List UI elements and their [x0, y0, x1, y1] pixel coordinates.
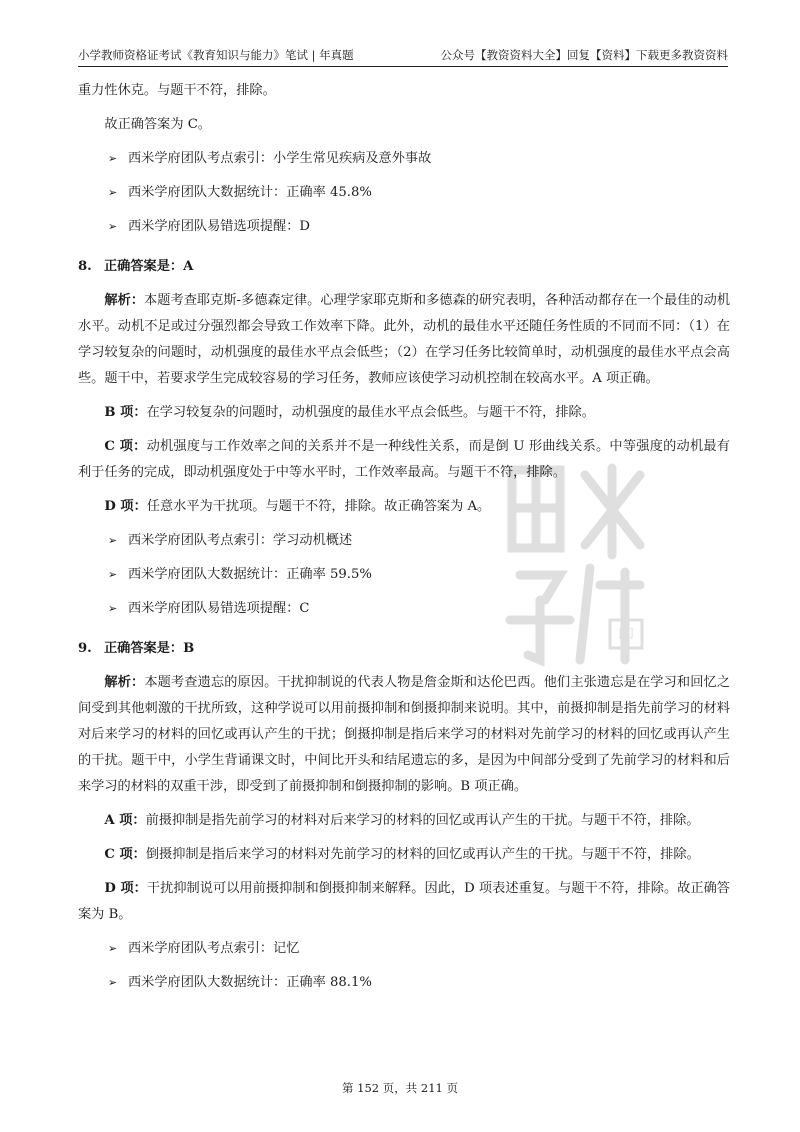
question-9-option-c: C 项：倒摄抑制是指后来学习的材料对先前学习的材料的回忆或再认产生的干扰。与题干不符，排除。: [104, 847, 700, 862]
question-8-title: 8. 正确答案是：A: [78, 259, 194, 274]
list-item: ➢ 西米学府团队大数据统计：正确率 88.1%: [78, 970, 730, 996]
arrow-bullet-icon: ➢: [108, 976, 118, 989]
arrow-bullet-icon: ➢: [108, 152, 118, 165]
arrow-bullet-icon: ➢: [108, 186, 118, 199]
arrow-bullet-icon: ➢: [108, 220, 118, 233]
list-item: ➢ 西米学府团队考点索引：学习动机概述: [78, 528, 730, 554]
list-item: ➢ 西米学府团队易错选项提醒：D: [78, 214, 730, 240]
question-8-option-d: D 项：任意水平为干扰项。与题干不符，排除。故正确答案为 A。: [104, 499, 491, 514]
arrow-bullet-icon: ➢: [108, 602, 118, 615]
list-item: ➢ 西米学府团队大数据统计：正确率 59.5%: [78, 562, 730, 588]
prev-answer: 故正确答案为 C。: [104, 117, 211, 132]
page-content: [78, 78, 730, 1004]
prev-question-tail: 重力性休克。与题干不符，排除。: [78, 83, 276, 98]
arrow-bullet-icon: ➢: [108, 942, 118, 955]
list-item: ➢ 西米学府团队考点索引：记忆: [78, 936, 730, 962]
page-header: [78, 46, 728, 67]
question-8-analysis: 解析：本题考查耶克斯-多德森定律。心理学家耶克斯和多德森的研究表明，各种活动都存在一个最佳的动机水平。动机不足或过分强烈都会导致工作效率下降。此外，动机的最佳水平还随任务性质的不同而不同：（1）在学习较复杂的问题时，动机强度的最佳水平点会低些；（2）在学习任务比较简单时，动机强度的最佳水平点会高些。题干中，若要求学生完成较容易的学习任务，教师应该使学习动机控制在较高水平。A 项正确。: [78, 293, 731, 386]
list-item: ➢ 西米学府团队易错选项提醒：C: [78, 596, 730, 622]
question-9-option-a: A 项：前摄抑制是指先前学习的材料对后来学习的材料的回忆或再认产生的干扰。与题干不符，排除。: [104, 813, 700, 828]
list-item: ➢ 西米学府团队大数据统计：正确率 45.8%: [78, 180, 730, 206]
question-8-option-b: B 项：在学习较复杂的问题时，动机强度的最佳水平点会低些。与题干不符，排除。: [104, 405, 595, 420]
question-9-analysis: 解析：本题考查遗忘的原因。干扰抑制说的代表人物是詹金斯和达伦巴西。他们主张遗忘是在学习和回忆之间受到其他刺激的干扰所致，这种学说可以用前摄抑制和倒摄抑制来说明。其中，前摄抑制是指先前学习的材料对后来学习的材料的回忆或再认产生的干扰；倒摄抑制是指后来学习的材料对先前学习的材料的回忆或再认产生的干扰。题干中，小学生背诵课文时，中间比开头和结尾遗忘的多，是因为中间部分受到了先前学习的材料和后来学习的材料的双重干涉，即受到了前摄抑制和倒摄抑制的影响。B 项正确。: [78, 675, 731, 794]
arrow-bullet-icon: ➢: [108, 534, 118, 547]
question-9-title: 9. 正确答案是：B: [78, 641, 195, 656]
list-item: ➢ 西米学府团队考点索引：小学生常见疾病及意外事故: [78, 146, 730, 172]
page-number: 第 152 页，共 211 页: [341, 1081, 459, 1095]
header-exam-title: 小学教师资格证考试《教育知识与能力》笔试 | 年真题: [78, 48, 354, 62]
header-promo: 公众号【教资资料大全】回复【资料】下载更多教资资料: [440, 48, 728, 62]
svg-text:印: 印: [617, 625, 635, 644]
question-9-option-d: D 项：干扰抑制说可以用前摄抑制和倒摄抑制来解释。因此，D 项表述重复。与题干不符，排除。故正确答案为 B。: [78, 881, 730, 922]
arrow-bullet-icon: ➢: [108, 568, 118, 581]
question-8-option-c: C 项：动机强度与工作效率之间的关系并不是一种线性关系，而是倒 U 形曲线关系。中等强度的动机最有利于任务的完成，即动机强度处于中等水平时，工作效率最高。与题干不符，排除。: [78, 439, 730, 480]
